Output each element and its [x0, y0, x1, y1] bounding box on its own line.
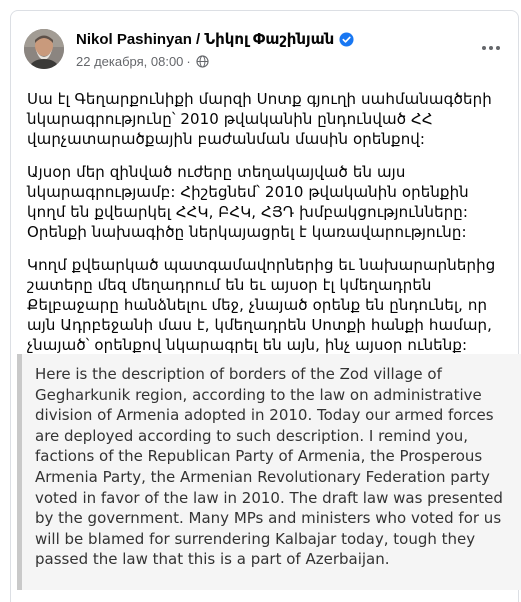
post-timestamp[interactable]: 22 декабря, 08:00 [76, 54, 184, 69]
avatar-photo [24, 29, 64, 69]
post-paragraph-1: Սա էլ Գեղարքունիքի մարզի Սոտք գյուղի սահմանագծերի նկարագրությունը՝ 2010 թվականին ընդունված ՀՀ վարչատարածքային բաժանման մասին օրենքով: [27, 90, 492, 148]
post-paragraph-2: Այսօր մեր զինված ուժերը տեղակայված են այս նկարագրությամբ: Հիշեցնեմ՝ 2010 թվականին օրենքին կողմ են քվեարկել ՀՀԿ, ԲՀԿ, ՀՅԴ խմբակցությունները: Օրենքի նախագիծը ներկայացրել է կառավարությունը: [27, 163, 469, 241]
author-name[interactable]: Nikol Pashinyan / Նիկոլ Փաշինյան [76, 31, 335, 48]
more-options-icon [482, 46, 500, 50]
post-body [27, 89, 507, 368]
avatar[interactable] [24, 29, 64, 69]
post-header [24, 29, 518, 81]
globe-icon[interactable] [196, 55, 209, 68]
more-options-button[interactable] [476, 33, 506, 63]
author-line [76, 30, 354, 48]
meta-separator: · [186, 54, 191, 69]
translation-quote [17, 354, 521, 590]
verified-badge-icon [339, 32, 354, 47]
translation-text: Here is the description of borders of the Zod village of Gegharkunik region, according to the law on administrative division of Armenia adopted in 2010. Today our armed forces are deployed according to such description. I remind you, factions of the Republican Party of Armenia, the Prosperous Armenia Party, the Armenian Revolutionary Federation party voted in favor of the law in 2010. The draft law was presented by the government. Many MPs and ministers who voted for us will be blamed for surrendering Kalbajar today, tough they passed the law that this is a part of Azerbaijan. [35, 365, 503, 569]
post-meta [76, 54, 209, 69]
post-paragraph-3: Կողմ քվեարկած պատգամավորներից եւ նախարարներից շատերը մեզ մեղադրում են եւ այսօր էլ կմեղադրեն Քելբաջարը հանձնելու մեջ, չնայած օրենք են ընդունել, որ այն Ադրբեջանի մաս է, կմեղադրեն Սոտքի հանքի համար, չնայած՝ օրենքով նկարագրել են այն, ինչ այսօր ունենք: [27, 256, 496, 354]
